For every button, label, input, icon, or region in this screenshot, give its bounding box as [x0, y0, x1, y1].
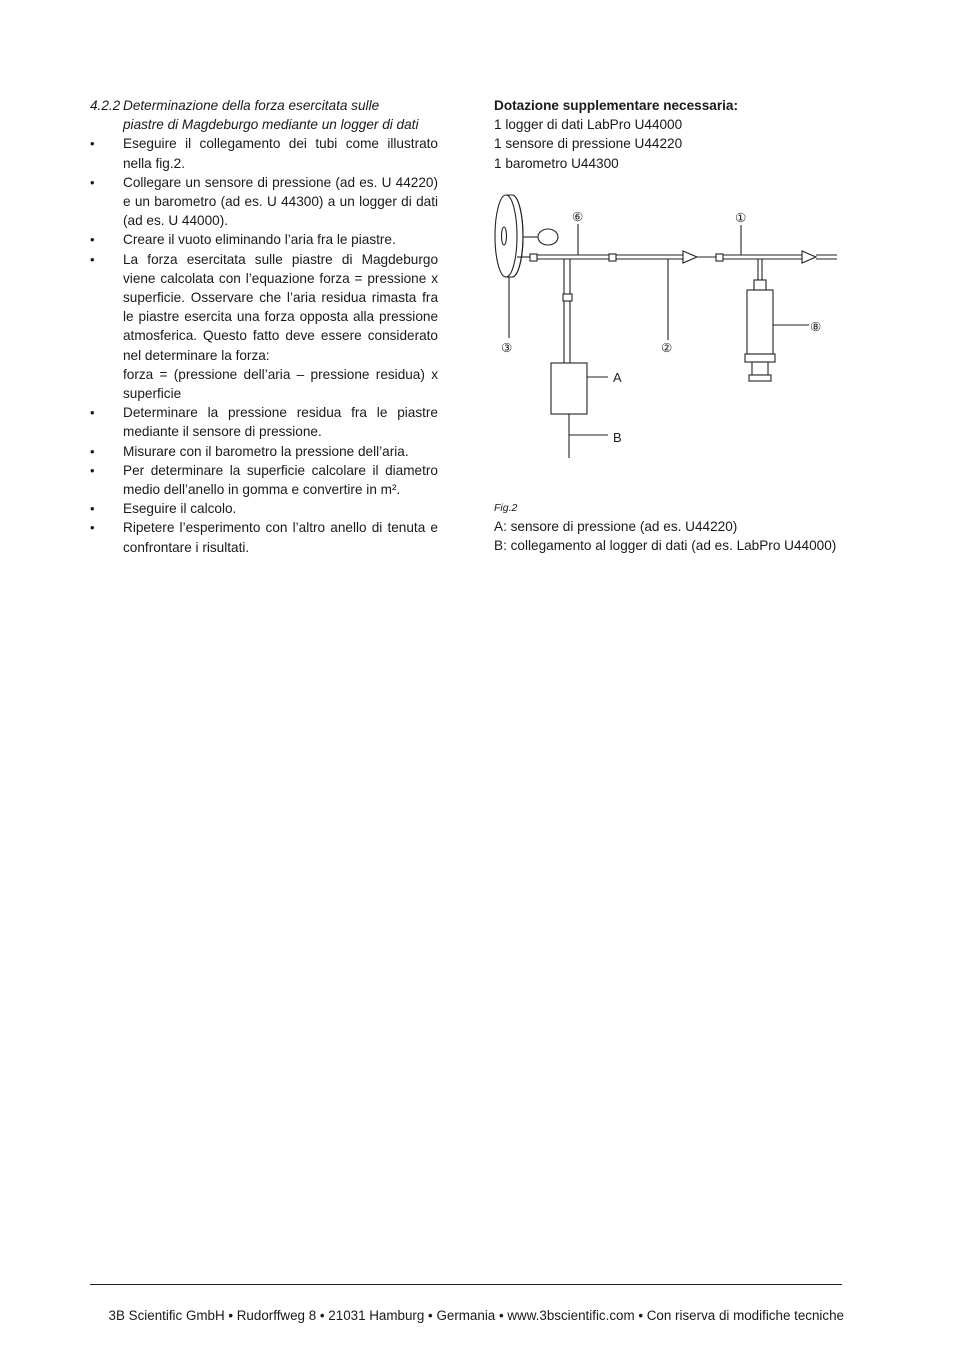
section-title-line1: Determinazione della forza esercitata sulle	[123, 98, 380, 113]
section-heading	[90, 96, 438, 134]
step-item: • Determinare la pressione residua fra le piastre mediante il sensore di pressione.	[90, 403, 438, 441]
footer-divider	[90, 1284, 842, 1285]
check-valve	[683, 251, 697, 263]
force-formula: forza = (pressione dell’aria – pressione residua) x superficie	[123, 366, 438, 402]
equipment-item: 1 logger di dati LabPro U44000	[494, 117, 683, 133]
step-item: • Eseguire il collegamento dei tubi come illustrato nella fig.2.	[90, 134, 438, 172]
label-3: ③	[501, 341, 513, 355]
equipment-item: 1 barometro U44300	[494, 155, 619, 171]
legend-item: A: sensore di pressione (ad es. U44220)	[494, 519, 738, 534]
label-1: ①	[735, 211, 747, 225]
pressure-sensor	[551, 363, 587, 414]
step-item: • Misurare con il barometro la pressione dell’aria.	[90, 442, 438, 461]
check-valve	[802, 251, 816, 263]
equipment-title: Dotazione supplementare necessaria:	[494, 98, 739, 113]
label-b: B	[613, 430, 622, 445]
label-a: A	[613, 370, 622, 385]
step-item: • Ripetere l’esperimento con l’altro anello di tenuta e confrontare i risultati.	[90, 518, 438, 556]
legend-item: B: collegamento al logger di dati (ad es. LabPro U44000)	[494, 538, 837, 554]
barometer	[754, 280, 766, 290]
figure-legend	[494, 517, 836, 555]
valve-knob	[538, 229, 558, 245]
label-6: ⑥	[572, 210, 584, 224]
label-8: ⑧	[810, 320, 822, 334]
section-number: 4.2.2	[90, 98, 121, 113]
step-item: • Per determinare la superficie calcolare il diametro medio dell’anello in gomma e convertire in m².	[90, 461, 438, 499]
step-text: La forza esercitata sulle piastre di Magdeburgo viene calcolata con l’equazione forza = pressione x superficie. Osservare che l’aria residua rimasta fra le piastre esercita una forza opposta alla pressione atmosferica. Questo fatto deve essere considerato nel determinare la forza:	[123, 251, 438, 363]
equipment-item: 1 sensore di pressione U44220	[494, 136, 683, 152]
figure-caption: Fig.2	[494, 502, 518, 514]
right-column	[494, 96, 854, 173]
footer-text: 3B Scientific GmbH • Rudorffweg 8 • 21031 Hamburg • Germania • www.3bscientific.com • Con riserva di modifiche tecniche	[108, 1308, 844, 1323]
step-item	[90, 250, 438, 404]
setup-diagram	[490, 188, 850, 463]
section-title-line2: piastre di Magdeburgo mediante un logger di dati	[123, 117, 419, 133]
step-item: • Collegare un sensore di pressione (ad es. U 44220) e un barometro (ad es. U 44300) a un logger di dati (ad es. U 44000).	[90, 173, 438, 231]
label-2: ②	[661, 341, 673, 355]
connector	[530, 254, 537, 261]
left-column	[90, 96, 438, 557]
step-item: • Eseguire il calcolo.	[90, 499, 438, 518]
step-item: • Creare il vuoto eliminando l’aria fra le piastre.	[90, 230, 438, 249]
procedure-list	[90, 134, 438, 556]
